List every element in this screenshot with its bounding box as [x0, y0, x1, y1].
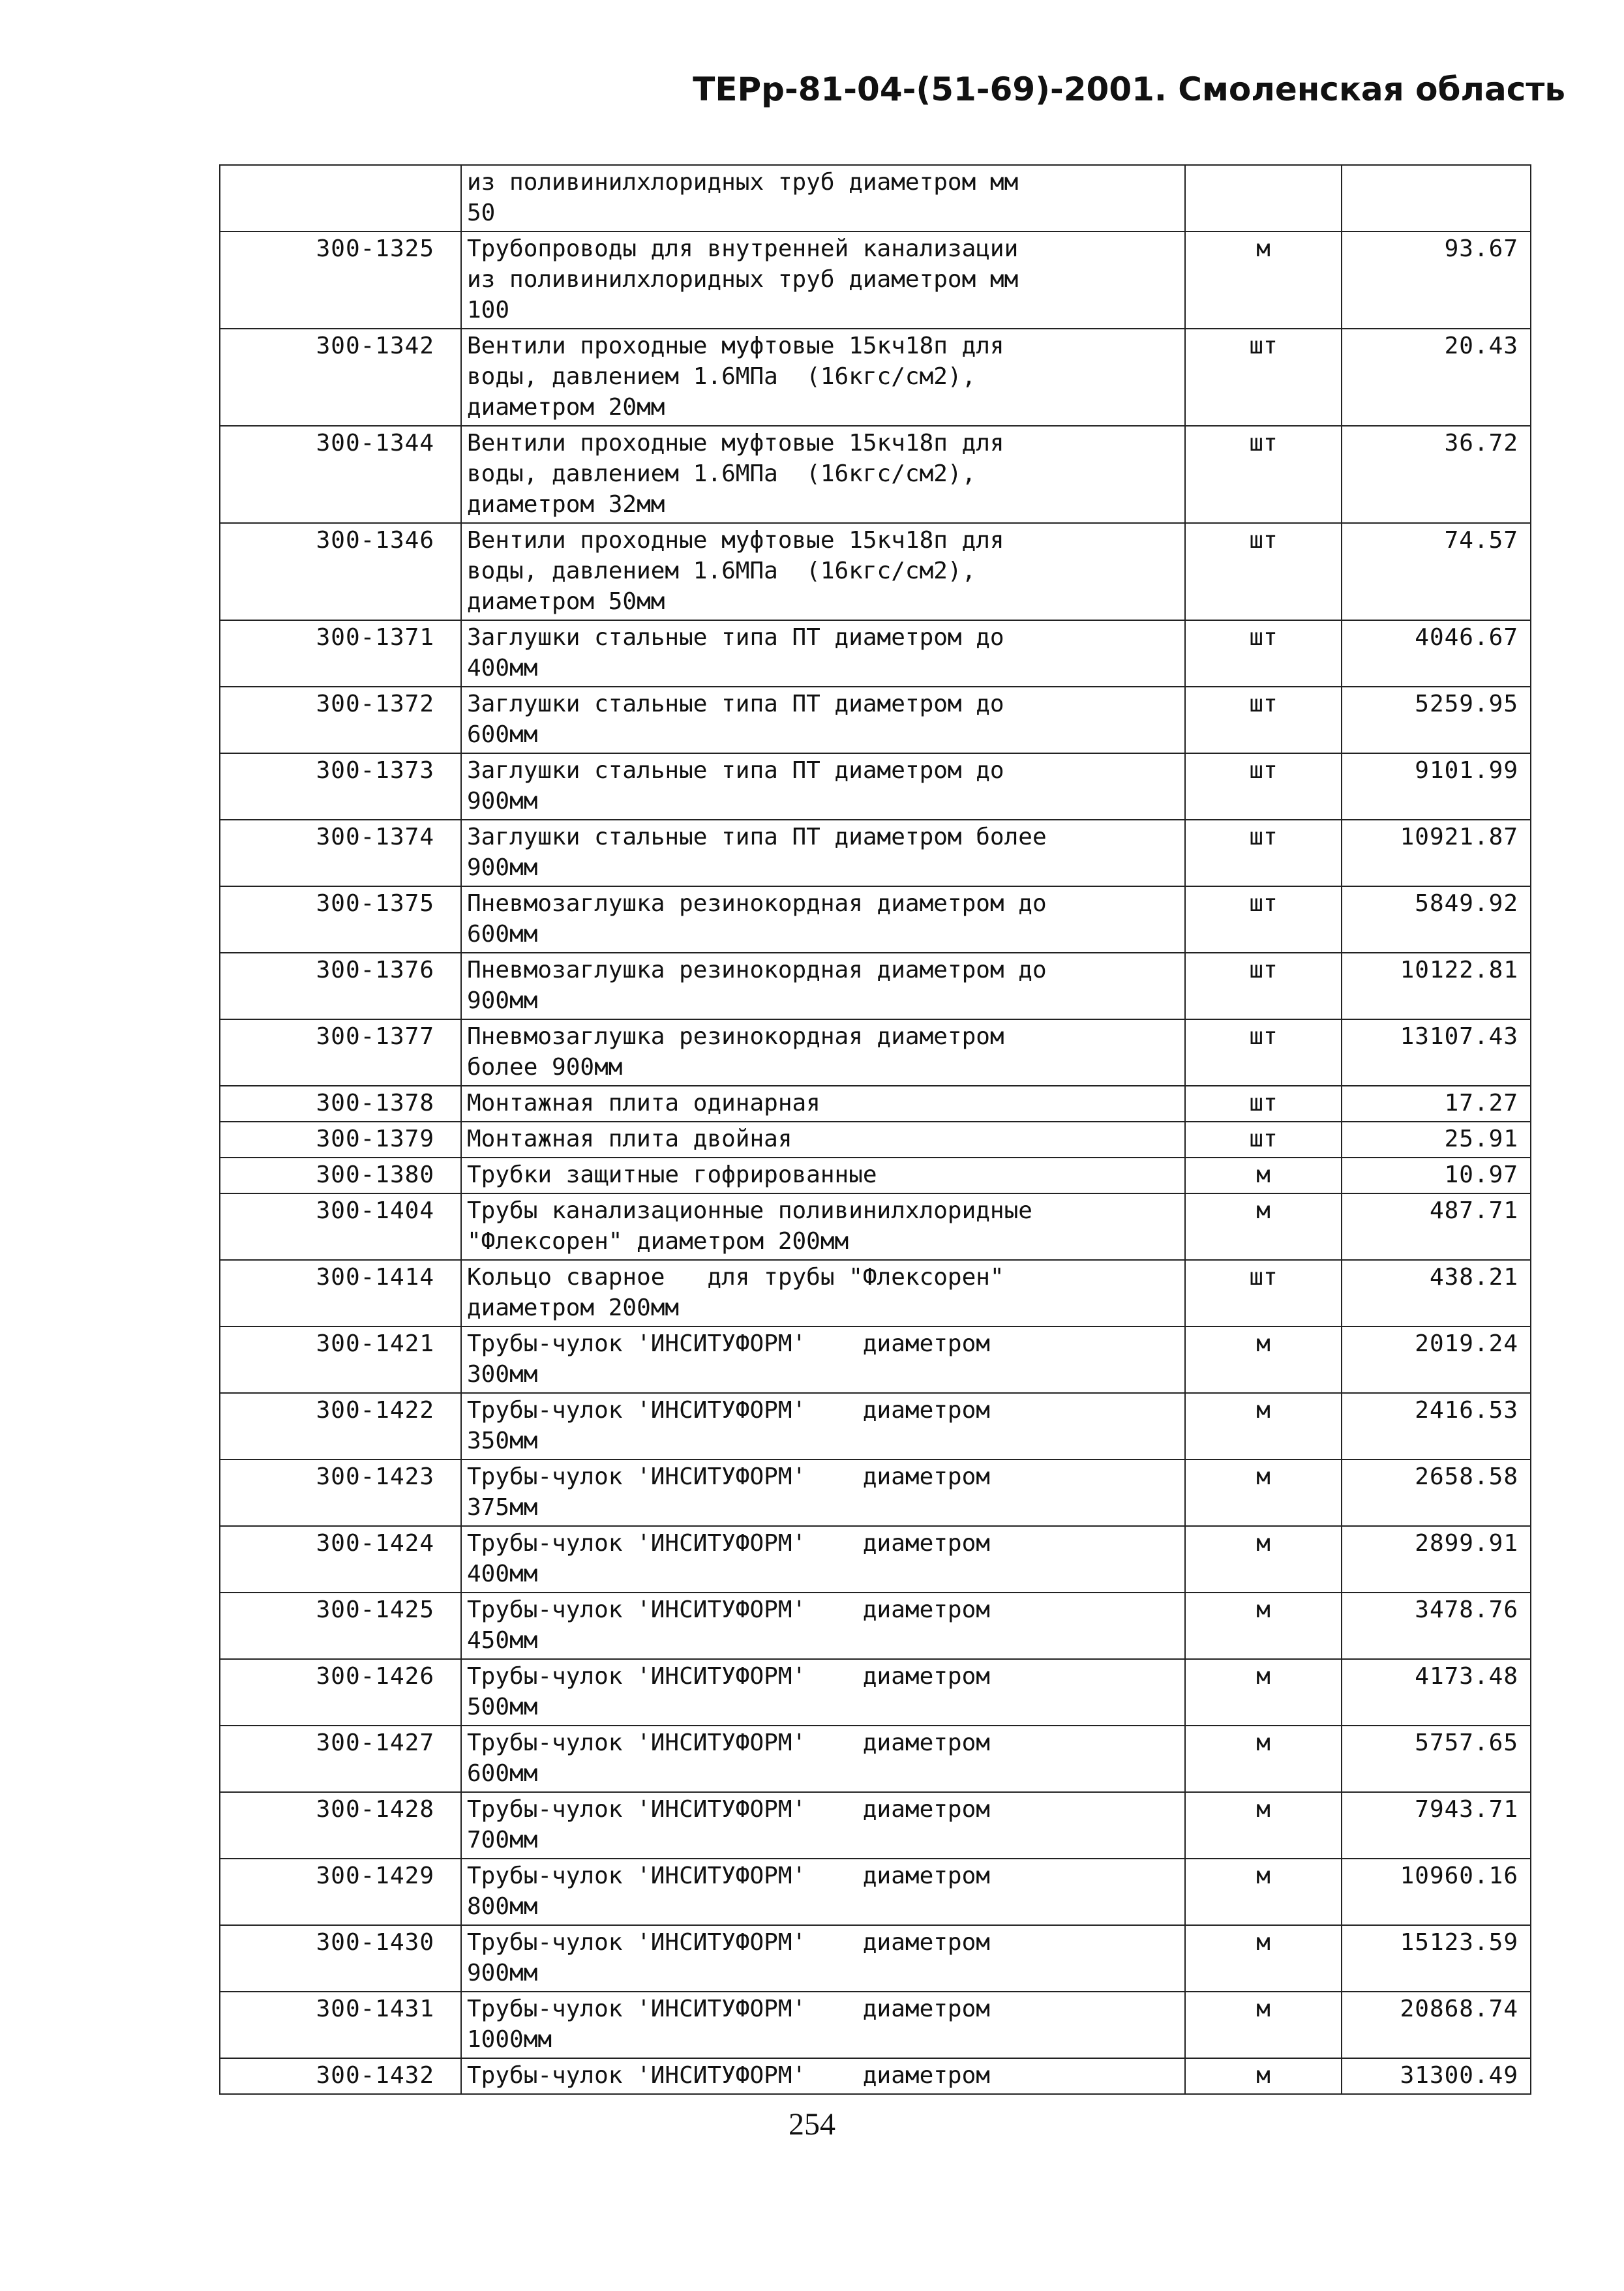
- price-cell: 9101.99: [1342, 753, 1531, 820]
- unit-cell: м: [1185, 1992, 1342, 2058]
- code-cell: 300-1375: [220, 886, 461, 953]
- code-cell: 300-1376: [220, 953, 461, 1019]
- price-cell: 487.71: [1342, 1193, 1531, 1260]
- unit-cell: м: [1185, 1158, 1342, 1193]
- price-cell: 20.43: [1342, 329, 1531, 426]
- table-row: [220, 1726, 1531, 1792]
- unit-cell: м: [1185, 1460, 1342, 1526]
- table-row: [220, 1326, 1531, 1393]
- page-header: ТЕРр-81-04-(51-69)-2001. Смоленская область: [693, 70, 1565, 108]
- description-cell: Трубопроводы для внутренней канализации из поливинилхлоридных труб диаметром мм 100: [461, 232, 1185, 329]
- code-cell: 300-1371: [220, 620, 461, 687]
- table-row: [220, 232, 1531, 329]
- description-cell: Трубы-чулок 'ИНСИТУФОРМ' диаметром 375мм: [461, 1460, 1185, 1526]
- description-cell: Трубы канализационные поливинилхлоридные "Флексорен" диаметром 200мм: [461, 1193, 1185, 1260]
- description-cell: Трубы-чулок 'ИНСИТУФОРМ' диаметром 1000мм: [461, 1992, 1185, 2058]
- table-row: [220, 1992, 1531, 2058]
- description-cell: Трубы-чулок 'ИНСИТУФОРМ' диаметром 600мм: [461, 1726, 1185, 1792]
- description-cell: Трубы-чулок 'ИНСИТУФОРМ' диаметром 500мм: [461, 1659, 1185, 1726]
- description-cell: Вентили проходные муфтовые 15кч18п для воды, давлением 1.6МПа (16кгс/см2), диаметром 50мм: [461, 523, 1185, 620]
- price-cell: 5849.92: [1342, 886, 1531, 953]
- unit-cell: шт: [1185, 620, 1342, 687]
- unit-cell: шт: [1185, 820, 1342, 886]
- unit-cell: м: [1185, 232, 1342, 329]
- unit-cell: шт: [1185, 1019, 1342, 1086]
- table-row: [220, 687, 1531, 753]
- unit-cell: шт: [1185, 523, 1342, 620]
- code-cell: 300-1424: [220, 1526, 461, 1593]
- table-row: [220, 1792, 1531, 1859]
- description-cell: Трубы-чулок 'ИНСИТУФОРМ' диаметром 900мм: [461, 1925, 1185, 1992]
- price-table: [219, 164, 1531, 2095]
- price-cell: 15123.59: [1342, 1925, 1531, 1992]
- description-cell: Трубы-чулок 'ИНСИТУФОРМ' диаметром 300мм: [461, 1326, 1185, 1393]
- table-row: [220, 1925, 1531, 1992]
- price-cell: 2019.24: [1342, 1326, 1531, 1393]
- code-cell: 300-1380: [220, 1158, 461, 1193]
- unit-cell: м: [1185, 1925, 1342, 1992]
- table-row: [220, 1193, 1531, 1260]
- price-cell: 3478.76: [1342, 1593, 1531, 1659]
- price-cell: 36.72: [1342, 426, 1531, 523]
- unit-cell: м: [1185, 1193, 1342, 1260]
- description-cell: Вентили проходные муфтовые 15кч18п для воды, давлением 1.6МПа (16кгс/см2), диаметром 20мм: [461, 329, 1185, 426]
- price-cell: 4046.67: [1342, 620, 1531, 687]
- price-cell: 25.91: [1342, 1122, 1531, 1158]
- table-row: [220, 1122, 1531, 1158]
- code-cell: 300-1372: [220, 687, 461, 753]
- price-cell: 5259.95: [1342, 687, 1531, 753]
- table-row: [220, 523, 1531, 620]
- code-cell: 300-1422: [220, 1393, 461, 1460]
- table-row: [220, 1526, 1531, 1593]
- description-cell: Трубки защитные гофрированные: [461, 1158, 1185, 1193]
- code-cell: 300-1378: [220, 1086, 461, 1122]
- price-cell: 2416.53: [1342, 1393, 1531, 1460]
- table-row: [220, 1019, 1531, 1086]
- unit-cell: шт: [1185, 1086, 1342, 1122]
- table-row: [220, 2058, 1531, 2094]
- table-row: [220, 1158, 1531, 1193]
- table-row: [220, 1659, 1531, 1726]
- price-cell: 2899.91: [1342, 1526, 1531, 1593]
- code-cell: [220, 165, 461, 232]
- code-cell: 300-1427: [220, 1726, 461, 1792]
- unit-cell: шт: [1185, 1122, 1342, 1158]
- price-cell: 31300.49: [1342, 2058, 1531, 2094]
- description-cell: Трубы-чулок 'ИНСИТУФОРМ' диаметром: [461, 2058, 1185, 2094]
- price-cell: 10.97: [1342, 1158, 1531, 1193]
- code-cell: 300-1404: [220, 1193, 461, 1260]
- code-cell: 300-1423: [220, 1460, 461, 1526]
- code-cell: 300-1426: [220, 1659, 461, 1726]
- code-cell: 300-1430: [220, 1925, 461, 1992]
- table-row: [220, 820, 1531, 886]
- table-row: [220, 620, 1531, 687]
- unit-cell: м: [1185, 1859, 1342, 1925]
- price-cell: 2658.58: [1342, 1460, 1531, 1526]
- description-cell: Трубы-чулок 'ИНСИТУФОРМ' диаметром 400мм: [461, 1526, 1185, 1593]
- code-cell: 300-1344: [220, 426, 461, 523]
- unit-cell: м: [1185, 1326, 1342, 1393]
- code-cell: 300-1428: [220, 1792, 461, 1859]
- price-cell: 4173.48: [1342, 1659, 1531, 1726]
- description-cell: Пневмозаглушка резинокордная диаметром до 600мм: [461, 886, 1185, 953]
- page-number: 254: [789, 2107, 835, 2142]
- price-cell: 10122.81: [1342, 953, 1531, 1019]
- code-cell: 300-1431: [220, 1992, 461, 2058]
- description-cell: Пневмозаглушка резинокордная диаметром более 900мм: [461, 1019, 1185, 1086]
- code-cell: 300-1425: [220, 1593, 461, 1659]
- description-cell: Заглушки стальные типа ПТ диаметром до 900мм: [461, 753, 1185, 820]
- price-cell: [1342, 165, 1531, 232]
- description-cell: Монтажная плита одинарная: [461, 1086, 1185, 1122]
- unit-cell: м: [1185, 1726, 1342, 1792]
- description-cell: Кольцо сварное для трубы "Флексорен" диаметром 200мм: [461, 1260, 1185, 1326]
- description-cell: Вентили проходные муфтовые 15кч18п для воды, давлением 1.6МПа (16кгс/см2), диаметром 32мм: [461, 426, 1185, 523]
- unit-cell: шт: [1185, 1260, 1342, 1326]
- code-cell: 300-1346: [220, 523, 461, 620]
- unit-cell: м: [1185, 1792, 1342, 1859]
- code-cell: 300-1374: [220, 820, 461, 886]
- table-row: [220, 1393, 1531, 1460]
- code-cell: 300-1429: [220, 1859, 461, 1925]
- code-cell: 300-1342: [220, 329, 461, 426]
- code-cell: 300-1377: [220, 1019, 461, 1086]
- unit-cell: шт: [1185, 753, 1342, 820]
- code-cell: 300-1379: [220, 1122, 461, 1158]
- table-row: [220, 1086, 1531, 1122]
- table-row: [220, 165, 1531, 232]
- description-cell: Трубы-чулок 'ИНСИТУФОРМ' диаметром 450мм: [461, 1593, 1185, 1659]
- price-cell: 10960.16: [1342, 1859, 1531, 1925]
- description-cell: из поливинилхлоридных труб диаметром мм 50: [461, 165, 1185, 232]
- description-cell: Заглушки стальные типа ПТ диаметром более 900мм: [461, 820, 1185, 886]
- unit-cell: м: [1185, 1593, 1342, 1659]
- unit-cell: м: [1185, 1659, 1342, 1726]
- code-cell: 300-1325: [220, 232, 461, 329]
- description-cell: Монтажная плита двойная: [461, 1122, 1185, 1158]
- price-cell: 93.67: [1342, 232, 1531, 329]
- unit-cell: м: [1185, 1393, 1342, 1460]
- unit-cell: шт: [1185, 329, 1342, 426]
- unit-cell: шт: [1185, 426, 1342, 523]
- table-row: [220, 329, 1531, 426]
- table-row: [220, 1260, 1531, 1326]
- unit-cell: [1185, 165, 1342, 232]
- unit-cell: шт: [1185, 886, 1342, 953]
- table-row: [220, 426, 1531, 523]
- code-cell: 300-1373: [220, 753, 461, 820]
- description-cell: Заглушки стальные типа ПТ диаметром до 400мм: [461, 620, 1185, 687]
- code-cell: 300-1432: [220, 2058, 461, 2094]
- unit-cell: м: [1185, 2058, 1342, 2094]
- description-cell: Трубы-чулок 'ИНСИТУФОРМ' диаметром 700мм: [461, 1792, 1185, 1859]
- price-cell: 13107.43: [1342, 1019, 1531, 1086]
- table-row: [220, 1460, 1531, 1526]
- price-cell: 74.57: [1342, 523, 1531, 620]
- table-row: [220, 1859, 1531, 1925]
- table-row: [220, 886, 1531, 953]
- description-cell: Пневмозаглушка резинокордная диаметром до 900мм: [461, 953, 1185, 1019]
- table-body: [220, 165, 1531, 2094]
- description-cell: Трубы-чулок 'ИНСИТУФОРМ' диаметром 350мм: [461, 1393, 1185, 1460]
- description-cell: Трубы-чулок 'ИНСИТУФОРМ' диаметром 800мм: [461, 1859, 1185, 1925]
- price-cell: 10921.87: [1342, 820, 1531, 886]
- code-cell: 300-1414: [220, 1260, 461, 1326]
- table-row: [220, 1593, 1531, 1659]
- code-cell: 300-1421: [220, 1326, 461, 1393]
- unit-cell: шт: [1185, 687, 1342, 753]
- price-cell: 438.21: [1342, 1260, 1531, 1326]
- price-cell: 5757.65: [1342, 1726, 1531, 1792]
- description-cell: Заглушки стальные типа ПТ диаметром до 600мм: [461, 687, 1185, 753]
- unit-cell: шт: [1185, 953, 1342, 1019]
- price-cell: 17.27: [1342, 1086, 1531, 1122]
- unit-cell: м: [1185, 1526, 1342, 1593]
- table-row: [220, 953, 1531, 1019]
- price-cell: 20868.74: [1342, 1992, 1531, 2058]
- table-row: [220, 753, 1531, 820]
- price-cell: 7943.71: [1342, 1792, 1531, 1859]
